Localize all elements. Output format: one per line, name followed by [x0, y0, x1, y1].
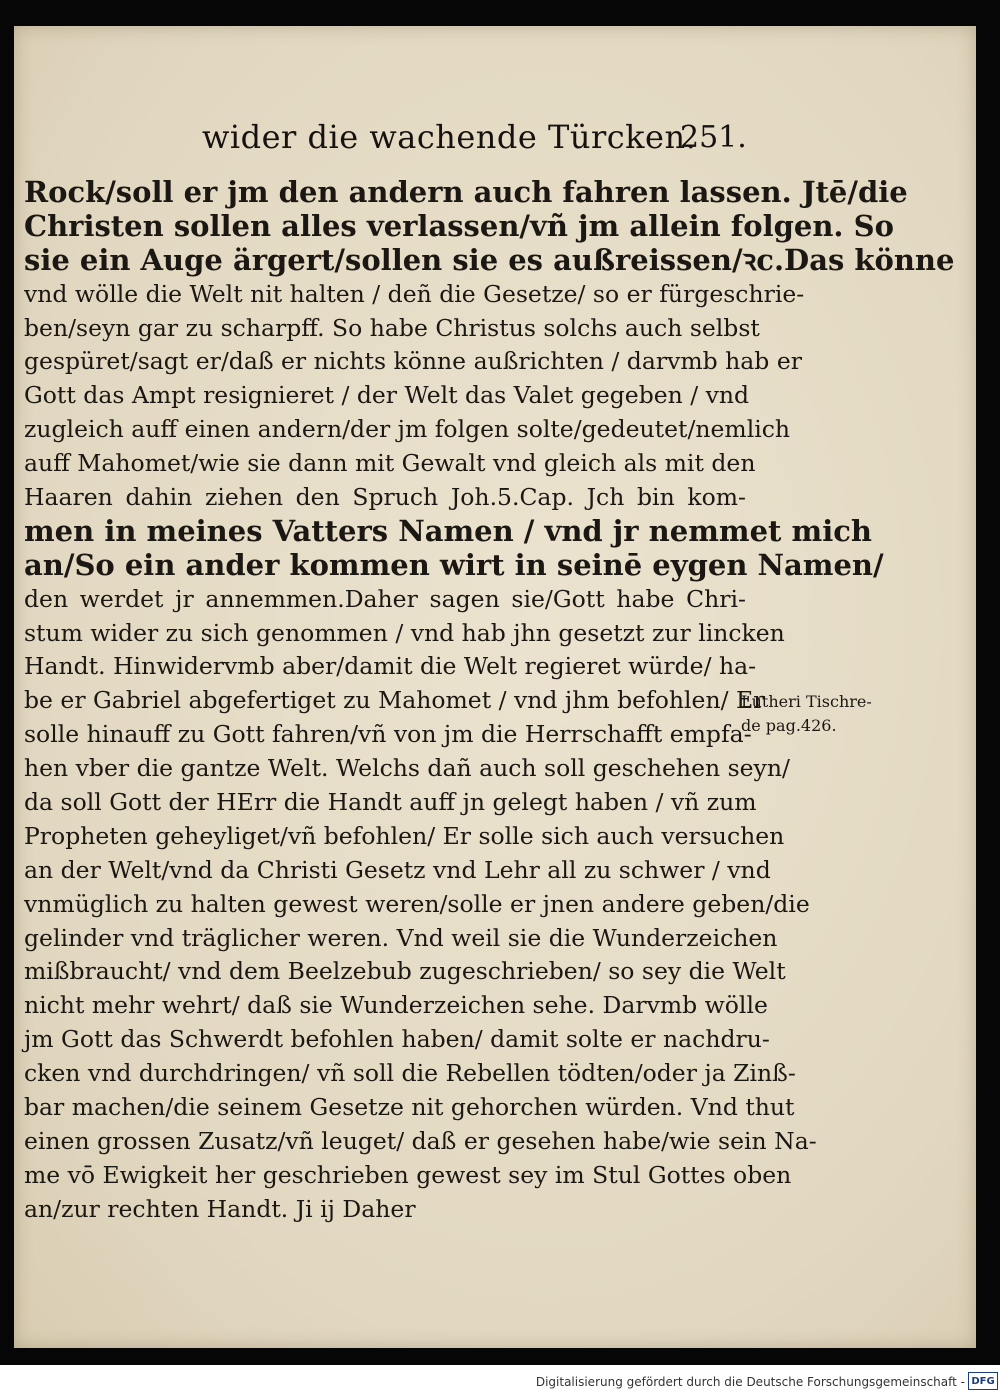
text-line: bar machen/die seinem Gesetze nit gehorchen würden. Vnd thut — [24, 1093, 795, 1122]
marginal-note-line: de pag.426. — [741, 716, 837, 735]
text-line: auff Mahomet/wie sie dann mit Gewalt vnd gleich als mit den — [24, 449, 756, 478]
text-line: gespüret/sagt er/daß er nichts könne außrichten / darvmb hab er — [24, 347, 802, 376]
text-line: einen grossen Zusatz/vñ leuget/ daß er gesehen habe/wie sein Na- — [24, 1126, 817, 1155]
text-line: zugleich auff einen andern/der jm folgen solte/gedeutet/nemlich — [24, 415, 791, 444]
text-line: cken vnd durchdringen/ vñ soll die Rebellen tödten/oder ja Zinß- — [24, 1059, 796, 1088]
text-line: vnmüglich zu halten gewest weren/solle er jnen andere geben/die — [24, 889, 810, 918]
text-line: den werdet jr annemmen.Daher sagen sie/Gott habe Chri- — [24, 584, 746, 613]
text-line: men in meines Vatters Namen / vnd jr nemmet mich — [24, 513, 872, 548]
page-number: 251. — [680, 120, 747, 155]
page-header — [14, 118, 976, 168]
text-line: stum wider zu sich genommen / vnd hab jhn gesetzt zur lincken — [24, 618, 785, 647]
text-line: ben/seyn gar zu scharpff. So habe Christus solchs auch selbst — [24, 313, 760, 342]
funding-credit: Digitalisierung gefördert durch die Deutsche Forschungsgemeinschaft - — [535, 1375, 965, 1389]
text-line: be er Gabriel abgefertiget zu Mahomet / vnd jhm befohlen/ Er — [24, 686, 765, 715]
text-line: Christen sollen alles verlassen/vñ jm allein folgen. So — [24, 208, 894, 243]
footer-bar — [0, 1365, 1000, 1399]
text-line: me vō Ewigkeit her geschrieben gewest sey im Stul Gottes oben — [24, 1160, 792, 1189]
marginal-note-line: Lutheri Tischre- — [741, 692, 872, 711]
text-line: vnd wölle die Welt nit halten / deñ die Gesetze/ so er fürgeschrie- — [24, 279, 805, 308]
text-line: gelinder vnd träglicher weren. Vnd weil sie die Wunderzeichen — [24, 923, 778, 952]
text-line: Haaren dahin ziehen den Spruch Joh.5.Cap. Jch bin kom- — [24, 483, 746, 512]
marginal-note — [741, 690, 911, 738]
text-line: hen vber die gantze Welt. Welchs dañ auch soll geschehen seyn/ — [24, 754, 790, 783]
text-line: mißbraucht/ vnd dem Beelzebub zugeschrieben/ so sey die Welt — [24, 957, 786, 986]
text-line: Rock/soll er jm den andern auch fahren lassen. Jtē/die — [24, 175, 908, 209]
book-page — [14, 26, 976, 1348]
text-line: Propheten geheyliget/vñ befohlen/ Er solle sich auch versuchen — [24, 821, 785, 850]
text-line: nicht mehr wehrt/ daß sie Wunderzeichen sehe. Darvmb wölle — [24, 991, 768, 1020]
text-line: solle hinauff zu Gott fahren/vñ von jm die Herrschafft empfa- — [24, 720, 752, 749]
text-line: an der Welt/vnd da Christi Gesetz vnd Lehr all zu schwer / vnd — [24, 855, 771, 884]
text-line: Gott das Ampt resignieret / der Welt das Valet gegeben / vnd — [24, 381, 750, 410]
text-line: da soll Gott der HErr die Handt auff jn gelegt haben / vñ zum — [24, 788, 757, 817]
text-line: Handt. Hinwidervmb aber/damit die Welt regieret würde/ ha- — [24, 652, 757, 681]
dfg-logo-icon: DFG — [968, 1372, 998, 1390]
text-line-with-signature-catchword: an/zur rechten Handt. Ji ij Daher — [24, 1194, 416, 1223]
text-line: jm Gott das Schwerdt befohlen haben/ damit solte er nachdru- — [24, 1025, 770, 1054]
text-line: an/So ein ander kommen wirt in seinē eygen Namen/ — [24, 547, 884, 582]
running-title: wider die wachende Türcken. — [202, 118, 697, 156]
text-line: sie ein Auge ärgert/sollen sie es außreissen/ꝛc.Das könne — [24, 242, 955, 277]
